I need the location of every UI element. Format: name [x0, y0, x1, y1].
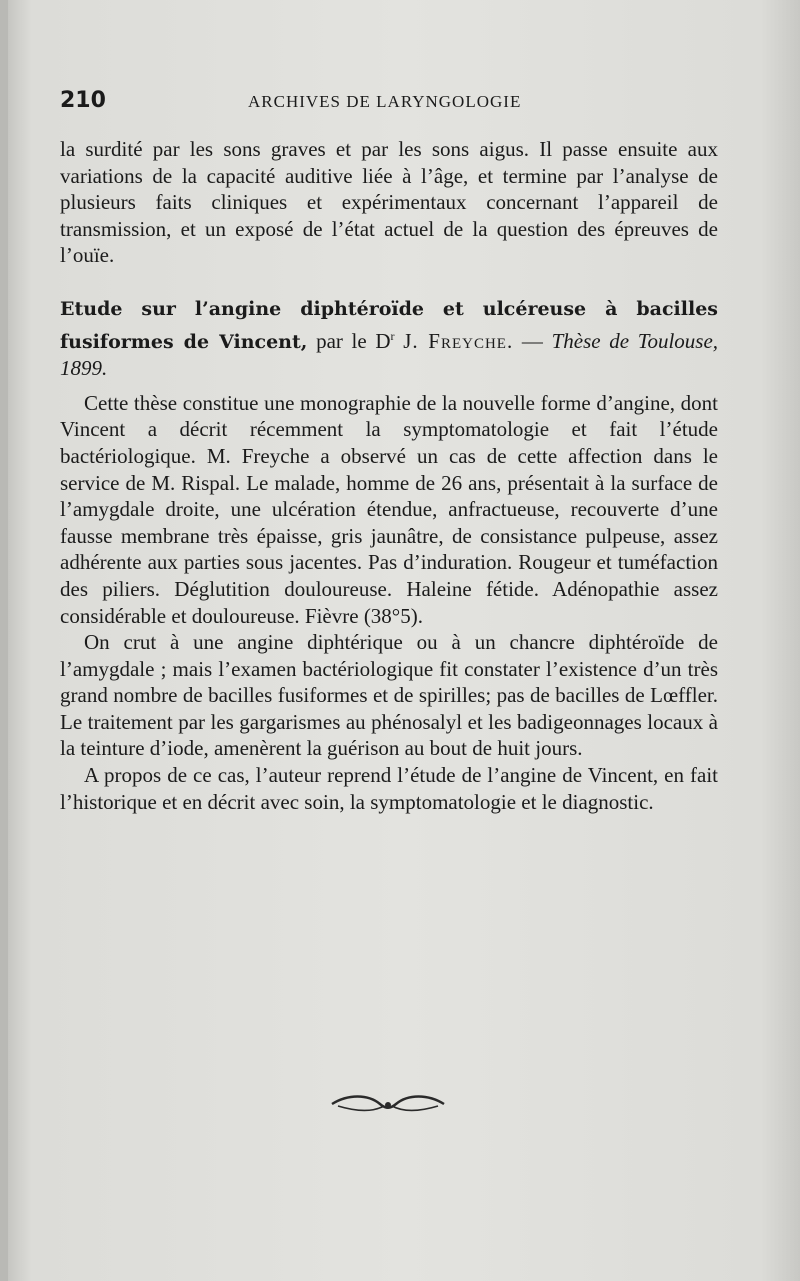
- fleuron-ornament-icon: [328, 1090, 448, 1118]
- page-number: 210: [60, 88, 106, 113]
- review-dash: —: [521, 328, 543, 353]
- review-author: J. Freyche.: [403, 328, 514, 353]
- review-paragraph-1: Cette thèse constitue une monographie de la nouvelle forme d’angine, dont Vincent a décrit récemment la symptomatologie et fait l’étude bactériologique. M. Freyche a observé un cas de cette affection dans le service de M. Rispal. Le malade, homme de 26 ans, présentait à la surface de l’amygdale droite, une ulcération étendue, anfractueuse, recouverte d’une fausse membrane très épaisse, gris jaunâtre, de consistance pulpeuse, assez adhérente aux parties sous jacentes. Pas d’induration. Rougeur et tuméfaction des piliers. Déglutition douloureuse. Haleine fétide. Adénopathie assez considérable et douloureuse. Fièvre (38°5).: [60, 390, 718, 628]
- review-heading: [60, 295, 718, 382]
- page-header: [60, 88, 728, 118]
- running-title: ARCHIVES DE LARYNGOLOGIE: [248, 92, 522, 111]
- body-text: [60, 136, 718, 815]
- heading-gap: [60, 382, 718, 390]
- review-title: Etude sur l’angine diphtéroïde et ulcéreuse à bacilles fusiformes de Vincent,: [60, 297, 718, 353]
- byline-sup: r: [390, 328, 395, 343]
- review-paragraph-2: On crut à une angine diphtérique ou à un chancre diphtéroïde de l’amygdale ; mais l’examen bactériologique fit constater l’existence d’un très grand nombre de bacilles fusiformes et de spirilles; pas de bacilles de Lœffler. Le traitement par les gargarismes au phénosalyl et les badigeonnages locaux à la teinture d’iode, amenèrent la guérison au bout de huit jours.: [60, 630, 718, 761]
- intro-paragraph: la surdité par les sons graves et par les sons aigus. Il passe ensuite aux variations de la capacité auditive liée à l’âge, et termine par l’analyse de plusieurs faits cliniques et expérimentaux concernant l’appareil de transmission, et un exposé de l’état actuel de la question des épreuves de l’ouïe.: [60, 137, 718, 268]
- byline-prefix: par le D: [316, 328, 391, 353]
- section-gap: [60, 269, 718, 295]
- scanned-page: [8, 0, 800, 1281]
- review-paragraph-3: A propos de ce cas, l’auteur reprend l’étude de l’angine de Vincent, en fait l’historique et en décrit avec soin, la symptomatologie et le diagnostic.: [60, 763, 718, 814]
- review-source: Thèse de Toulouse, 1899.: [60, 328, 719, 381]
